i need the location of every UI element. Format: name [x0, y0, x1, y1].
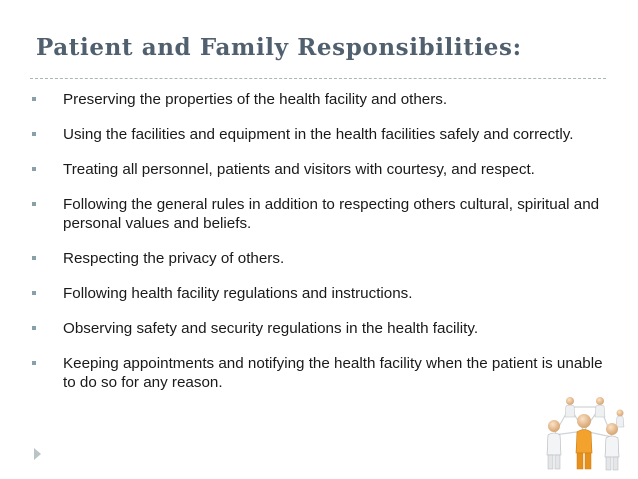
list-item-text: Following the general rules in addition to respecting others cultural, spiritual and personal values and beliefs.	[63, 196, 600, 232]
list-item	[30, 195, 615, 233]
list-item	[30, 160, 615, 179]
list-item-text: Respecting the privacy of others.	[63, 250, 285, 267]
square-bullet-icon	[32, 361, 36, 365]
square-bullet-icon	[32, 97, 36, 101]
responsibilities-list	[30, 90, 615, 408]
square-bullet-icon	[32, 132, 36, 136]
list-item	[30, 90, 615, 109]
list-item-text: Observing safety and security regulations in the health facility.	[63, 320, 479, 337]
list-item	[30, 249, 615, 268]
list-item	[30, 354, 615, 392]
square-bullet-icon	[32, 291, 36, 295]
slide-title: Patient and Family Responsibilities:	[36, 34, 522, 61]
list-item-text: Preserving the properties of the health facility and others.	[63, 91, 448, 108]
list-item	[30, 319, 615, 338]
title-divider	[30, 78, 606, 79]
square-bullet-icon	[32, 326, 36, 330]
list-item-text: Treating all personnel, patients and visitors with courtesy, and respect.	[63, 161, 535, 178]
list-item-text: Keeping appointments and notifying the health facility when the patient is unable to do so for any reason.	[63, 355, 603, 391]
list-item	[30, 284, 615, 303]
triangle-arrow-icon[interactable]	[34, 448, 41, 460]
square-bullet-icon	[32, 167, 36, 171]
list-item	[30, 125, 615, 144]
list-item-text: Following health facility regulations and instructions.	[63, 285, 413, 302]
square-bullet-icon	[32, 256, 36, 260]
square-bullet-icon	[32, 202, 36, 206]
people-network-icon	[534, 393, 634, 475]
list-item-text: Using the facilities and equipment in the health facilities safely and correctly.	[63, 126, 574, 143]
